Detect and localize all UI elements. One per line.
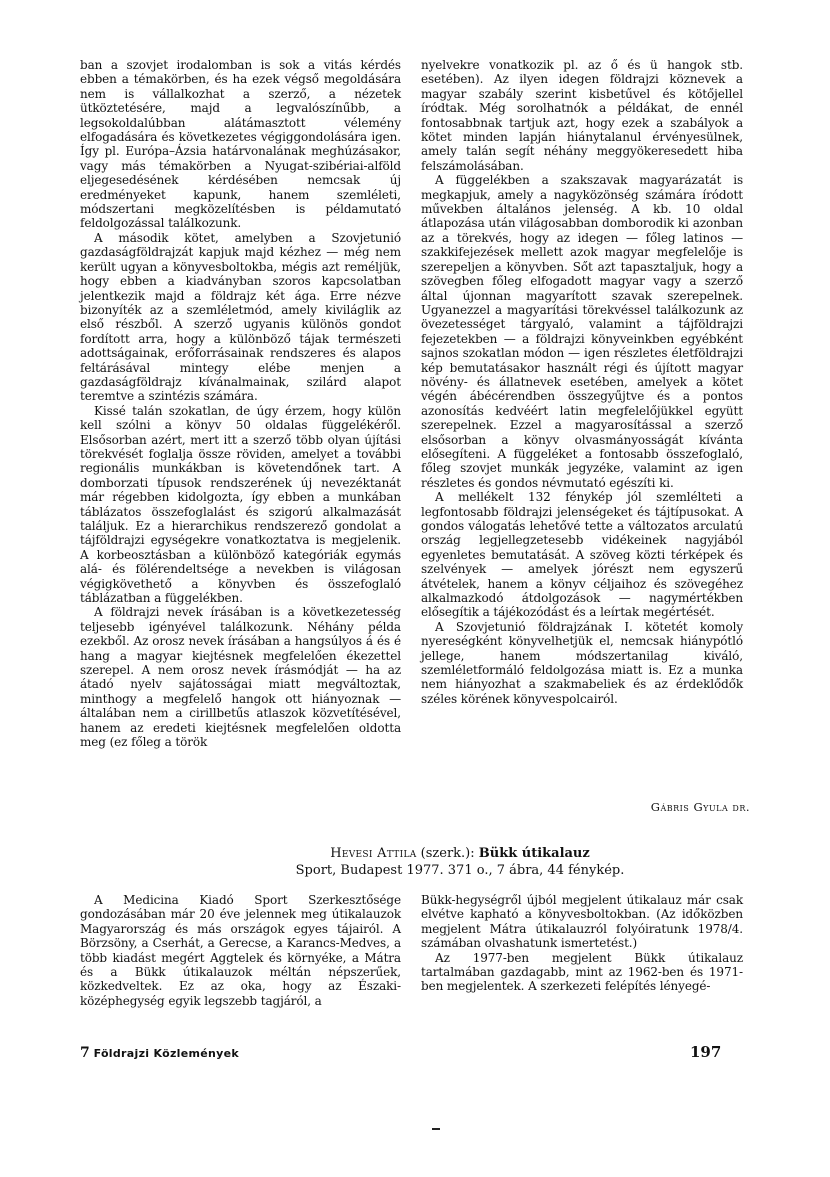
- review-title-line: [180, 845, 740, 862]
- review-author: Hevesi Attila: [330, 846, 417, 861]
- sheet-number: 7: [80, 1045, 90, 1061]
- review-publication: Sport, Budapest 1977. 371 o., 7 ábra, 44 fénykép.: [295, 863, 625, 878]
- paragraph: A Medicina Kiadó Sport Szerkesztősége gondozásában már 20 éve jelennek meg útikalauzok Magyarország és más országok egyes tájairól. A Börzsöny, a Cserhát, a Gerecse, a Karancs-Medves, a több kiadást megért Aggtelek és környéke, a Mátra és a Bükk útikalauzok méltán népszerűek, közkedveltek. Ez az oka, hogy az Északi-középhegység egyik legszebb tagjáról, a: [80, 893, 401, 1008]
- paragraph: ban a szovjet irodalomban is sok a vitás kérdés ebben a témakörben, és ha ezek végső megoldására nem is vállalkozhat a szerző, a nézetek ütköztetésére, majd a legvalószínűbb, a legsokoldalúbban alátámasztott vélemény elfogadására és következetes végiggondolására igen. Így pl. Európa–Ázsia határvonalának meghúzásakor, vagy más témakörben a Nyugat-szibériai-alföld eljegesedésének kérdésében nemcsak új eredményeket kapunk, hanem szemléleti, módszertani megközelítésben is példamutató feldolgozással találkozunk.: [80, 58, 401, 231]
- paragraph: Kissé talán szokatlan, de úgy érzem, hogy külön kell szólni a könyv 50 oldalas függelékéről. Elsősorban azért, mert itt a szerző több olyan újítási törekvését foglalja össze röviden, amelyet a további regionális munkákban is követendőnek tart. A domborzati típusok rendszerének új nevezéktanát már régebben kidolgozta, így ebben a munkában táblázatos összefoglalást és szigorú alkalmazását találjuk. Ez a hierarchikus rendszerező gondolat a tájföldrajzi egységekre vonatkoztatva is megjelenik. A korbeosztásban a különböző kategóriák egymás alá- és fölérendeltsége a nevekben is világosan végigkövethető a könyvben és összefoglaló táblázatban a függelékben.: [80, 403, 401, 606]
- paragraph: A Szovjetunió földrajzának I. kötetét komoly nyereségként könyvelhetjük el, nemcsak hiánypótló jellege, hanem módszertanilag kiváló, szemléletformáló feldolgozása miatt is. Ez a munka nem hiányozhat a szakmabeliek és az érdeklődők széles körének könyvespolcairól.: [421, 619, 743, 706]
- paragraph: Bükk-hegységről újból megjelent útikalauz már csak elvétve kapható a könyvesboltokban. (Az időközben megjelent Mátra útikalauzról folyóiratunk 1978/4. számában olvashatunk ismertetést.): [421, 893, 743, 951]
- reviewer-signature: Gábris Gyula dr.: [650, 800, 750, 814]
- left-column: [80, 58, 401, 750]
- journal-name: Földrajzi Közlemények: [93, 1047, 239, 1060]
- left-column-review: [80, 893, 401, 1008]
- scan-mark: [432, 1128, 440, 1130]
- review-editor-note: (szerk.):: [416, 846, 479, 861]
- review-book-title: Bükk útikalauz: [478, 846, 590, 861]
- paragraph: A mellékelt 132 fénykép jól szemlélteti a legfontosabb földrajzi jelenségeket és tájtípusokat. A gondos válogatás lehetővé tette a változatos arculatú ország legjellegzetesebb vidékeinek nagyjából egyenletes bemutatását. A szöveg közti térképek és szelvények — amelyek jórészt nem egyszerű átvételek, hanem a könyv céljaihoz és szövegéhez alkalmazkodó átdolgozások — nagymértékben elősegítik a tájékozódást és a leírtak megértését.: [421, 490, 743, 620]
- paragraph: A második kötet, amelyben a Szovjetunió gazdaságföldrajzát kapjuk majd kézhez — még nem került ugyan a könyvesboltokba, mégis azt reméljük, hogy ebben a kiadványban szoros kapcsolatban jelentkezik majd a földrajz két ága. Erre nézve bizonyíték az a szemléletmód, amely kiviláglik az első részből. A szerző ugyanis különös gondot fordított arra, hogy a különböző tájak természeti adottságainak, erőforrásainak rendszeres és alapos feltárásával mintegy elébe menjen a gazdaságföldrajz kívánalmainak, szilárd alapot teremtve a szintézis számára.: [80, 230, 401, 404]
- footer-journal: [80, 1045, 239, 1061]
- paragraph: A függelékben a szakszavak magyarázatát is megkapjuk, amely a nagyközönség számára íródott művekben általános jelenség. A kb. 10 oldal átlapozása után világosabban domborodik ki azonban az a törekvés, hogy az idegen — főleg latinos — szakkifejezések mellett azok magyar megfelelője is szerepeljen a könyvben. Sőt azt tapasztaljuk, hogy a szövegben főleg elfogadott magyar vagy a szerző által újonnan magyarított szavak szerepelnek. Ugyanezzel a magyarítási törekvéssel találkozunk az övezetességet tárgyaló, valamint a tájföldrajzi fejezetekben — a földrajzi könyveinkben egyébként sajnos szokatlan módon — igen részletes életföldrajzi kép bemutatásakor használt régi és újított magyar növény- és állatnevek esetében, amelyek a kötet végén ábécérendben összegyűjtve és a pontos azonosítás kedvéért latin megfelelőjükkel együtt szerepelnek. Ezzel a magyarosítással a szerző elsősorban a könyv olvasmányosságát kívánta elősegíteni. A függeléket a fontosabb összefoglaló, főleg szovjet munkák jegyzéke, valamint az igen részletes és gondos névmutató egészíti ki.: [421, 173, 743, 490]
- page-number: 197: [690, 1043, 722, 1061]
- paragraph: nyelvekre vonatkozik pl. az ő és ü hangok stb. esetében). Az ilyen idegen földrajzi köznevek a magyar szabály szerint kisbetűvel és kötőjellel íródtak. Még sorolhatnók a példákat, de ennél fontosabbnak tartjuk azt, hogy ezek a szabályok a kötet minden lapján hiánytalanul érvényesülnek, amely talán segít néhány meggyökeresedett hiba felszámolásában.: [421, 58, 743, 173]
- paragraph: Az 1977-ben megjelent Bükk útikalauz tartalmában gazdagabb, mint az 1962-ben és 1971-ben megjelentek. A szerkezeti felépítés lényegé-: [421, 950, 743, 994]
- paragraph: A földrajzi nevek írásában is a következetesség teljesebb igényével találkozunk. Néhány példa ezekből. Az orosz nevek írásában a hangsúlyos á és é hang a magyar kiejtésnek megfelelően ékezettel szerepel. A nem orosz nevek írásmódját — ha az átadó nyelv sajátosságai miatt megváltoztak, minthogy a megfelelő hangok ott hiányoznak — általában nem a cirillbetűs atlaszok közvetítésével, hanem az eredeti kiejtésnek megfelelően oldotta meg (ez főleg a török: [80, 605, 401, 750]
- review-heading: [180, 845, 740, 879]
- right-column-review: [421, 893, 743, 994]
- right-column: [421, 58, 743, 706]
